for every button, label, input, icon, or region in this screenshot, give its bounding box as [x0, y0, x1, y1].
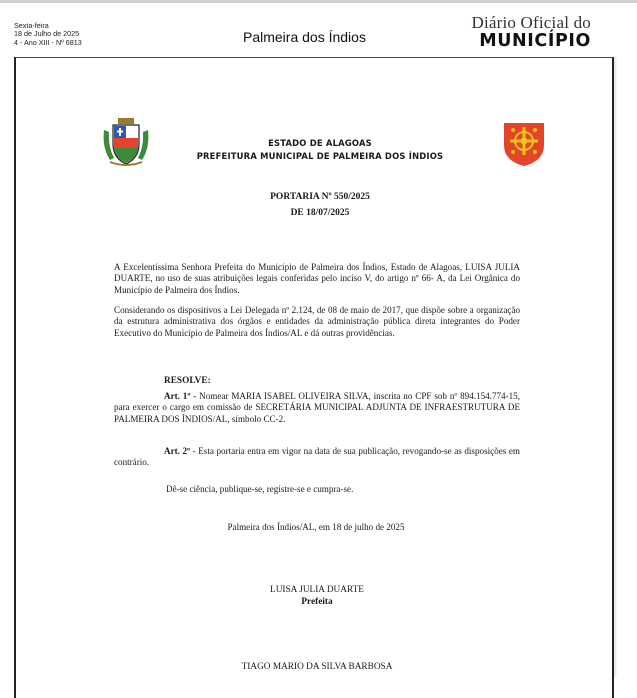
brand-logo	[471, 14, 591, 51]
weekday: Sexta-feira	[14, 21, 49, 30]
prefeitura-name: PREFEITURA MUNICIPAL DE PALMEIRA DOS ÍNDIOS	[196, 151, 444, 161]
closing-formula: Dê-se ciência, publique-se, registre-se e cumpra-se.	[166, 484, 354, 494]
portaria-document	[16, 58, 612, 698]
article-2	[114, 446, 520, 469]
place-and-date: Palmeira dos Índios/AL, em 18 de julho de 2025	[227, 522, 405, 532]
considering-paragraph: Considerando os dispositivos a Lei Delegada nº 2.124, de 08 de maio de 2017, que dispõe sobre a organização da estrutura administrativa dos órgãos e entidades da administração pública direta integrantes do Poder Executivo do Município de Palmeira dos Índios/AL e dá outras providências.	[114, 305, 520, 338]
city-title: Palmeira dos Índios	[243, 29, 366, 45]
publication-date: 18 de Julho de 2025	[14, 29, 80, 39]
brand-top-text: Diário Oficial do	[471, 13, 591, 32]
article-1-text: - Nomear MARIA ISABEL OLIVEIRA SILVA, inscrita no CPF sob nº 894.154.774-15, para exercer o cargo em comissão de SECRETÁRIA MUNICIPAL ADJUNTA DE INFRAESTRUTURA DE PALMEIRA DOS ÍNDIOS/AL, símbolo CC-2.	[114, 391, 520, 424]
brand-bottom-text: MUNICÍPIO	[479, 31, 591, 51]
edition-info	[14, 22, 82, 47]
article-2-text: - Esta portaria entra em vigor na data de sua publicação, revogando-se as disposições em contrário.	[114, 446, 520, 468]
second-signer-cut-off: TIAGO MARIO DA SILVA BARBOSA	[241, 662, 393, 672]
portaria-number: PORTARIA Nº 550/2025	[270, 192, 370, 202]
edition-number: 4 - Ano XIII - Nº 6813	[14, 37, 82, 47]
signer-role: Prefeita	[301, 597, 333, 607]
article-1	[114, 391, 520, 425]
document-page	[14, 57, 614, 698]
resolve-heading: RESOLVE:	[164, 376, 211, 386]
article-1-label: Art. 1º	[164, 391, 191, 401]
article-2-label: Art. 2º	[164, 446, 191, 456]
portaria-date: DE 18/07/2025	[290, 208, 350, 218]
signer-name: LUISA JULIA DUARTE	[270, 585, 364, 595]
top-divider	[0, 0, 637, 3]
state-name: ESTADO DE ALAGOAS	[268, 138, 372, 148]
preamble-paragraph: A Excelentíssima Senhora Prefeita do Município de Palmeira dos Índios, Estado de Alagoas, LUISA JULIA DUARTE, no uso de suas atribuições legais conferidas pelo inciso V, do artigo nº 66- A, da Lei Orgânica do Município de Palmeira dos Índios.	[114, 262, 520, 295]
